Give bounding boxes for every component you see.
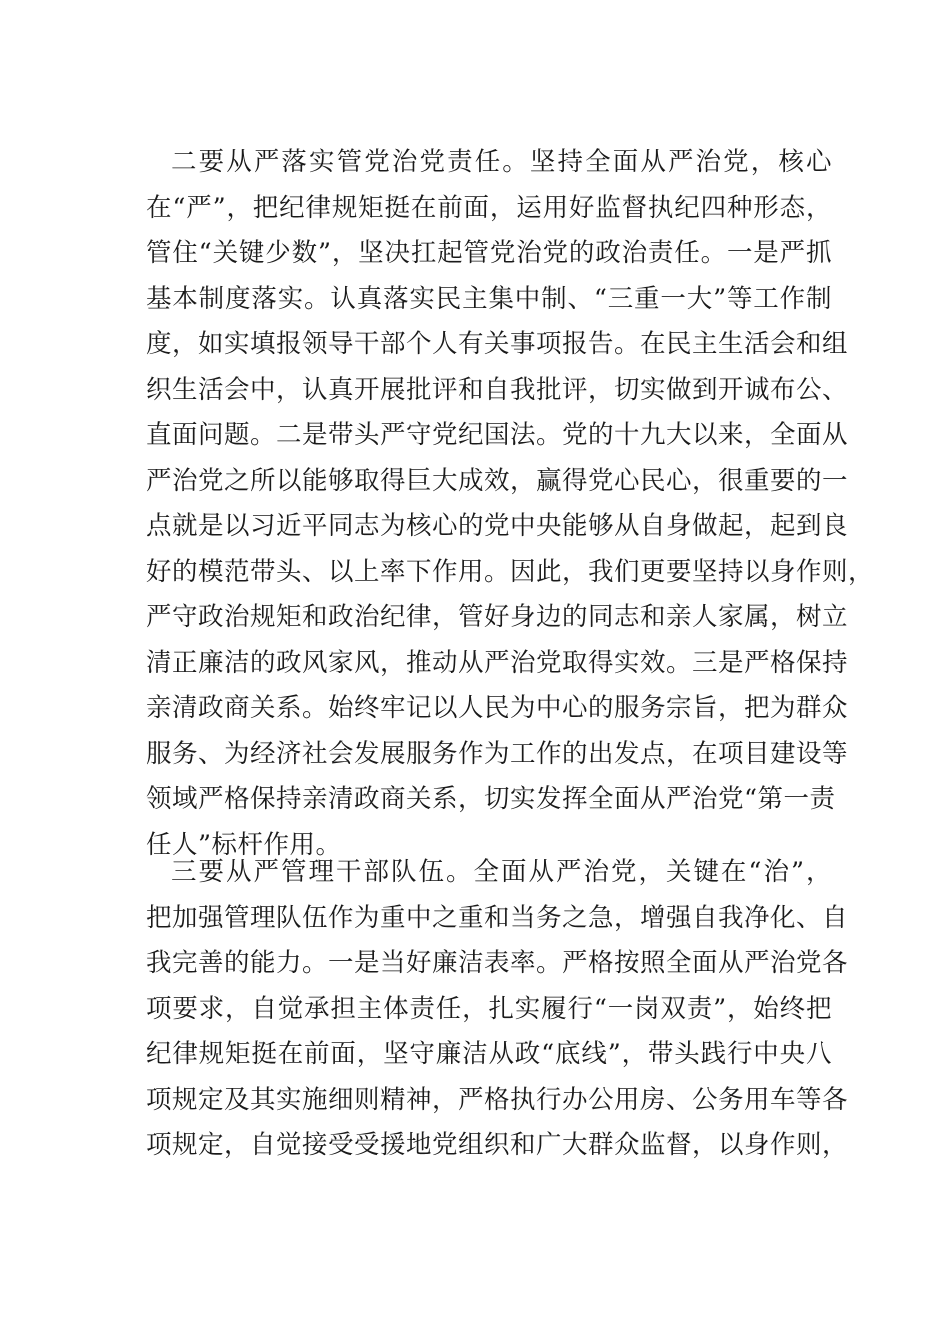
paragraph-line: 管住“关键少数”，坚决扛起管党治党的政治责任。一是严抓 [146,238,832,268]
paragraph-line: 项规定及其实施细则精神，严格执行办公用房、公务用车等各 [146,1084,849,1115]
paragraph-line: 度，如实填报领导干部个人有关事项报告。在民主生活会和组 [146,329,849,359]
paragraph-line: 任人”标杆作用。 [146,829,342,860]
paragraph-line: 点就是以习近平同志为核心的党中央能够从自身做起，起到良 [146,511,849,541]
paragraph-line: 在“严”，把纪律规矩挺在前面，运用好监督执纪四种形态， [146,192,832,223]
paragraph-strict-cadre-management [146,850,849,1169]
paragraph-strict-party-governance [146,140,875,868]
paragraph-line: 领域严格保持亲清政商关系，切实发挥全面从严治党“第一责 [146,784,836,814]
paragraph-line: 服务、为经济社会发展服务作为工作的出发点，在项目建设等 [146,738,849,769]
paragraph-line: 把加强管理队伍作为重中之重和当务之急，增强自我净化、自 [146,902,849,933]
paragraph-line: 亲清政商关系。始终牢记以人民为中心的服务宗旨，把为群众 [146,693,849,723]
paragraph-line: 三要从严管理干部队伍。全面从严治党，关键在“治”， [171,857,832,887]
paragraph-line: 好的模范带头、以上率下作用。因此，我们更要坚持以身作则， [146,556,875,587]
paragraph-line: 项要求，自觉承担主体责任，扎实履行“一岗双责”，始终把 [146,993,832,1024]
paragraph-line: 织生活会中，认真开展批评和自我批评，切实做到开诚布公、 [146,374,849,405]
paragraph-line: 二要从严落实管党治党责任。坚持全面从严治党，核心 [171,147,832,177]
paragraph-line: 项规定，自觉接受受援地党组织和广大群众监督，以身作则， [146,1130,849,1160]
paragraph-line: 纪律规矩挺在前面，坚守廉洁从政“底线”，带头践行中央八 [146,1039,832,1069]
paragraph-line: 严守政治规矩和政治纪律，管好身边的同志和亲人家属，树立 [146,602,849,632]
paragraph-line: 基本制度落实。认真落实民主集中制、“三重一大”等工作制 [146,283,832,314]
paragraph-line: 我完善的能力。一是当好廉洁表率。严格按照全面从严治党各 [146,948,849,978]
paragraph-line: 严治党之所以能够取得巨大成效，赢得党心民心，很重要的一 [146,465,849,496]
paragraph-line: 直面问题。二是带头严守党纪国法。党的十九大以来，全面从 [146,420,849,450]
paragraph-line: 清正廉洁的政风家风，推动从严治党取得实效。三是严格保持 [146,647,849,678]
